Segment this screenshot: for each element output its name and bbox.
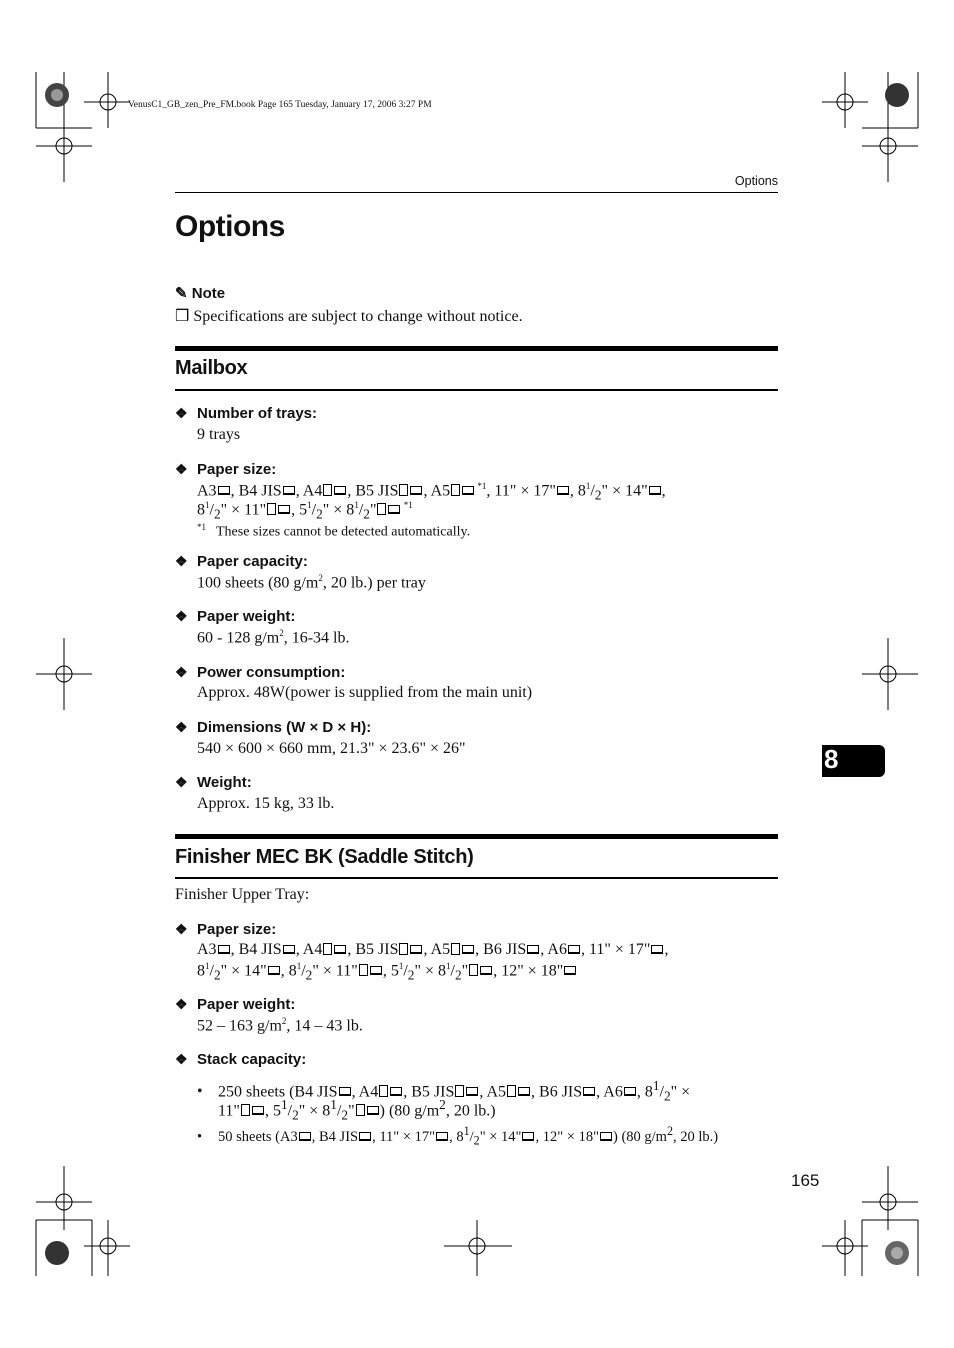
landscape-icon	[252, 1106, 264, 1115]
value-finisher-paper-size-line1: A3 , B4 JIS , A4 , B5 JIS , A5 , B6 JIS , A6 , 11" × 17" ,	[197, 941, 669, 958]
landscape-icon	[359, 1132, 371, 1141]
landscape-icon	[462, 945, 474, 954]
landscape-icon	[480, 966, 492, 975]
portrait-icon	[323, 943, 332, 955]
diamond-bullet-icon: ❖	[175, 461, 188, 477]
section-underline	[175, 877, 778, 879]
diamond-bullet-icon: ❖	[175, 719, 188, 735]
landscape-icon	[218, 945, 230, 954]
portrait-icon	[455, 1085, 464, 1097]
portrait-icon	[451, 943, 460, 955]
value-weight: Approx. 15 kg, 33 lb.	[197, 795, 335, 812]
landscape-icon	[334, 486, 346, 495]
diamond-bullet-icon: ❖	[175, 608, 188, 624]
portrait-icon	[379, 1085, 388, 1097]
page-number: 165	[791, 1171, 820, 1190]
value-number-of-trays: 9 trays	[197, 426, 241, 443]
value-paper-size-line1: A3 , B4 JIS , A4 , B5 JIS , A5 $^{*1}$, 11" × 17" , $8^1/_2$" × 14" ,	[197, 481, 666, 503]
label-paper-weight: ❖ Paper weight:	[175, 608, 296, 625]
landscape-icon	[218, 486, 230, 495]
landscape-icon	[462, 486, 474, 495]
note-heading	[175, 284, 225, 302]
portrait-icon	[469, 964, 478, 976]
label-paper-capacity: ❖ Paper capacity:	[175, 553, 308, 570]
label-stack-capacity: ❖ Stack capacity:	[175, 1051, 307, 1068]
landscape-icon	[370, 966, 382, 975]
section-title-mailbox: Mailbox	[175, 357, 248, 379]
value-finisher-paper-weight: 52 – 163 $g/m^2$, 14 – 43 lb.	[197, 1016, 363, 1035]
page-title: Options	[175, 210, 285, 243]
landscape-icon	[568, 945, 580, 954]
label-finisher-paper-size: ❖ Paper size:	[175, 921, 277, 938]
landscape-icon	[583, 1087, 595, 1096]
stack-item-50: • 50 sheets (A3 , B4 JIS , 11" × 17" , $8^1/_2$" × 14" , 12" × 18" ) (80 $g/m^2$, 20 lb.)	[197, 1124, 719, 1148]
section-title-finisher: Finisher MEC BK (Saddle Stitch)	[175, 846, 474, 868]
value-paper-size-line2: $8^1/_2$" × 11" , $5^1/_2$" × $8^1/_2$" $^{*1}$	[197, 500, 413, 522]
portrait-icon	[241, 1104, 250, 1116]
diamond-bullet-icon: ❖	[175, 405, 188, 421]
landscape-icon	[651, 945, 663, 954]
landscape-icon	[410, 945, 422, 954]
value-paper-capacity: 100 sheets (80 $g/m^2$, 20 lb.) per tray	[197, 573, 426, 592]
chapter-tab: 8	[822, 745, 885, 777]
running-title: Options	[734, 174, 778, 188]
note-item: ❒ Specifications are subject to change without notice.	[175, 308, 523, 325]
diamond-bullet-icon: ❖	[175, 921, 188, 937]
label-dimensions: ❖ Dimensions (W × D × H):	[175, 719, 372, 736]
section-bar	[175, 834, 778, 839]
section-bar	[175, 346, 778, 351]
pencil-icon: ✎	[175, 285, 188, 302]
diamond-bullet-icon: ❖	[175, 996, 188, 1012]
landscape-icon	[268, 966, 280, 975]
label-finisher-paper-weight: ❖ Paper weight:	[175, 996, 296, 1013]
label-power-consumption: ❖ Power consumption:	[175, 664, 346, 681]
header-rule	[175, 192, 778, 193]
portrait-icon	[356, 1104, 365, 1116]
book-info: VenusC1_GB_zen_Pre_FM.book Page 165 Tuesday, January 17, 2006 3:27 PM	[128, 100, 432, 110]
value-finisher-paper-size-line2: $8^1/_2$" × 14" , $8^1/_2$" × 11" , $5^1/_2$" × $8^1/_2$" , 12" × 18"	[197, 961, 577, 984]
section-underline	[175, 389, 778, 391]
landscape-icon	[283, 945, 295, 954]
value-dimensions: 540 × 600 × 660 mm, 21.3" × 23.6" × 26"	[197, 740, 466, 757]
label-weight: ❖ Weight:	[175, 774, 252, 791]
diamond-bullet-icon: ❖	[175, 1051, 188, 1067]
diamond-bullet-icon: ❖	[175, 553, 188, 569]
diamond-bullet-icon: ❖	[175, 664, 188, 680]
landscape-icon	[557, 486, 569, 495]
landscape-icon	[466, 1087, 478, 1096]
landscape-icon	[299, 1132, 311, 1141]
landscape-icon	[283, 486, 295, 495]
landscape-icon	[518, 1087, 530, 1096]
value-power-consumption: Approx. 48W(power is supplied from the main unit)	[197, 684, 533, 701]
landscape-icon	[278, 505, 290, 514]
finisher-upper-tray: Finisher Upper Tray:	[175, 886, 310, 903]
portrait-icon	[359, 964, 368, 976]
landscape-icon	[410, 486, 422, 495]
portrait-icon	[451, 484, 460, 496]
landscape-icon	[390, 1087, 402, 1096]
value-paper-weight: 60 - 128 $g/m^2$, 16-34 lb.	[197, 628, 350, 647]
landscape-icon	[624, 1087, 636, 1096]
portrait-icon	[377, 503, 386, 515]
stack-item-250-line2: 11" , $5^1/_2$" × $8^1/_2$" ) (80 $g/m^2$, 20 lb.)	[218, 1097, 496, 1123]
footnote: $^{*1}$ These sizes cannot be detected automatically.	[197, 522, 471, 540]
landscape-icon	[600, 1132, 612, 1141]
landscape-icon	[527, 945, 539, 954]
landscape-icon	[522, 1132, 534, 1141]
diamond-bullet-icon: ❖	[175, 774, 188, 790]
label-paper-size: ❖ Paper size:	[175, 461, 277, 478]
portrait-icon	[399, 943, 408, 955]
note-label: Note	[191, 285, 226, 302]
portrait-icon	[399, 484, 408, 496]
label-number-of-trays: ❖ Number of trays:	[175, 405, 318, 422]
landscape-icon	[334, 945, 346, 954]
landscape-icon	[339, 1087, 351, 1096]
landscape-icon	[436, 1132, 448, 1141]
landscape-icon	[564, 966, 576, 975]
portrait-icon	[267, 503, 276, 515]
landscape-icon	[388, 505, 400, 514]
landscape-icon	[367, 1106, 379, 1115]
portrait-icon	[323, 484, 332, 496]
portrait-icon	[507, 1085, 516, 1097]
landscape-icon	[649, 486, 661, 495]
stack-item-250: • 250 sheets (B4 JIS , A4 , B5 JIS , A5 , B6 JIS , A6 , $8^1/_2$" ×	[197, 1078, 691, 1104]
